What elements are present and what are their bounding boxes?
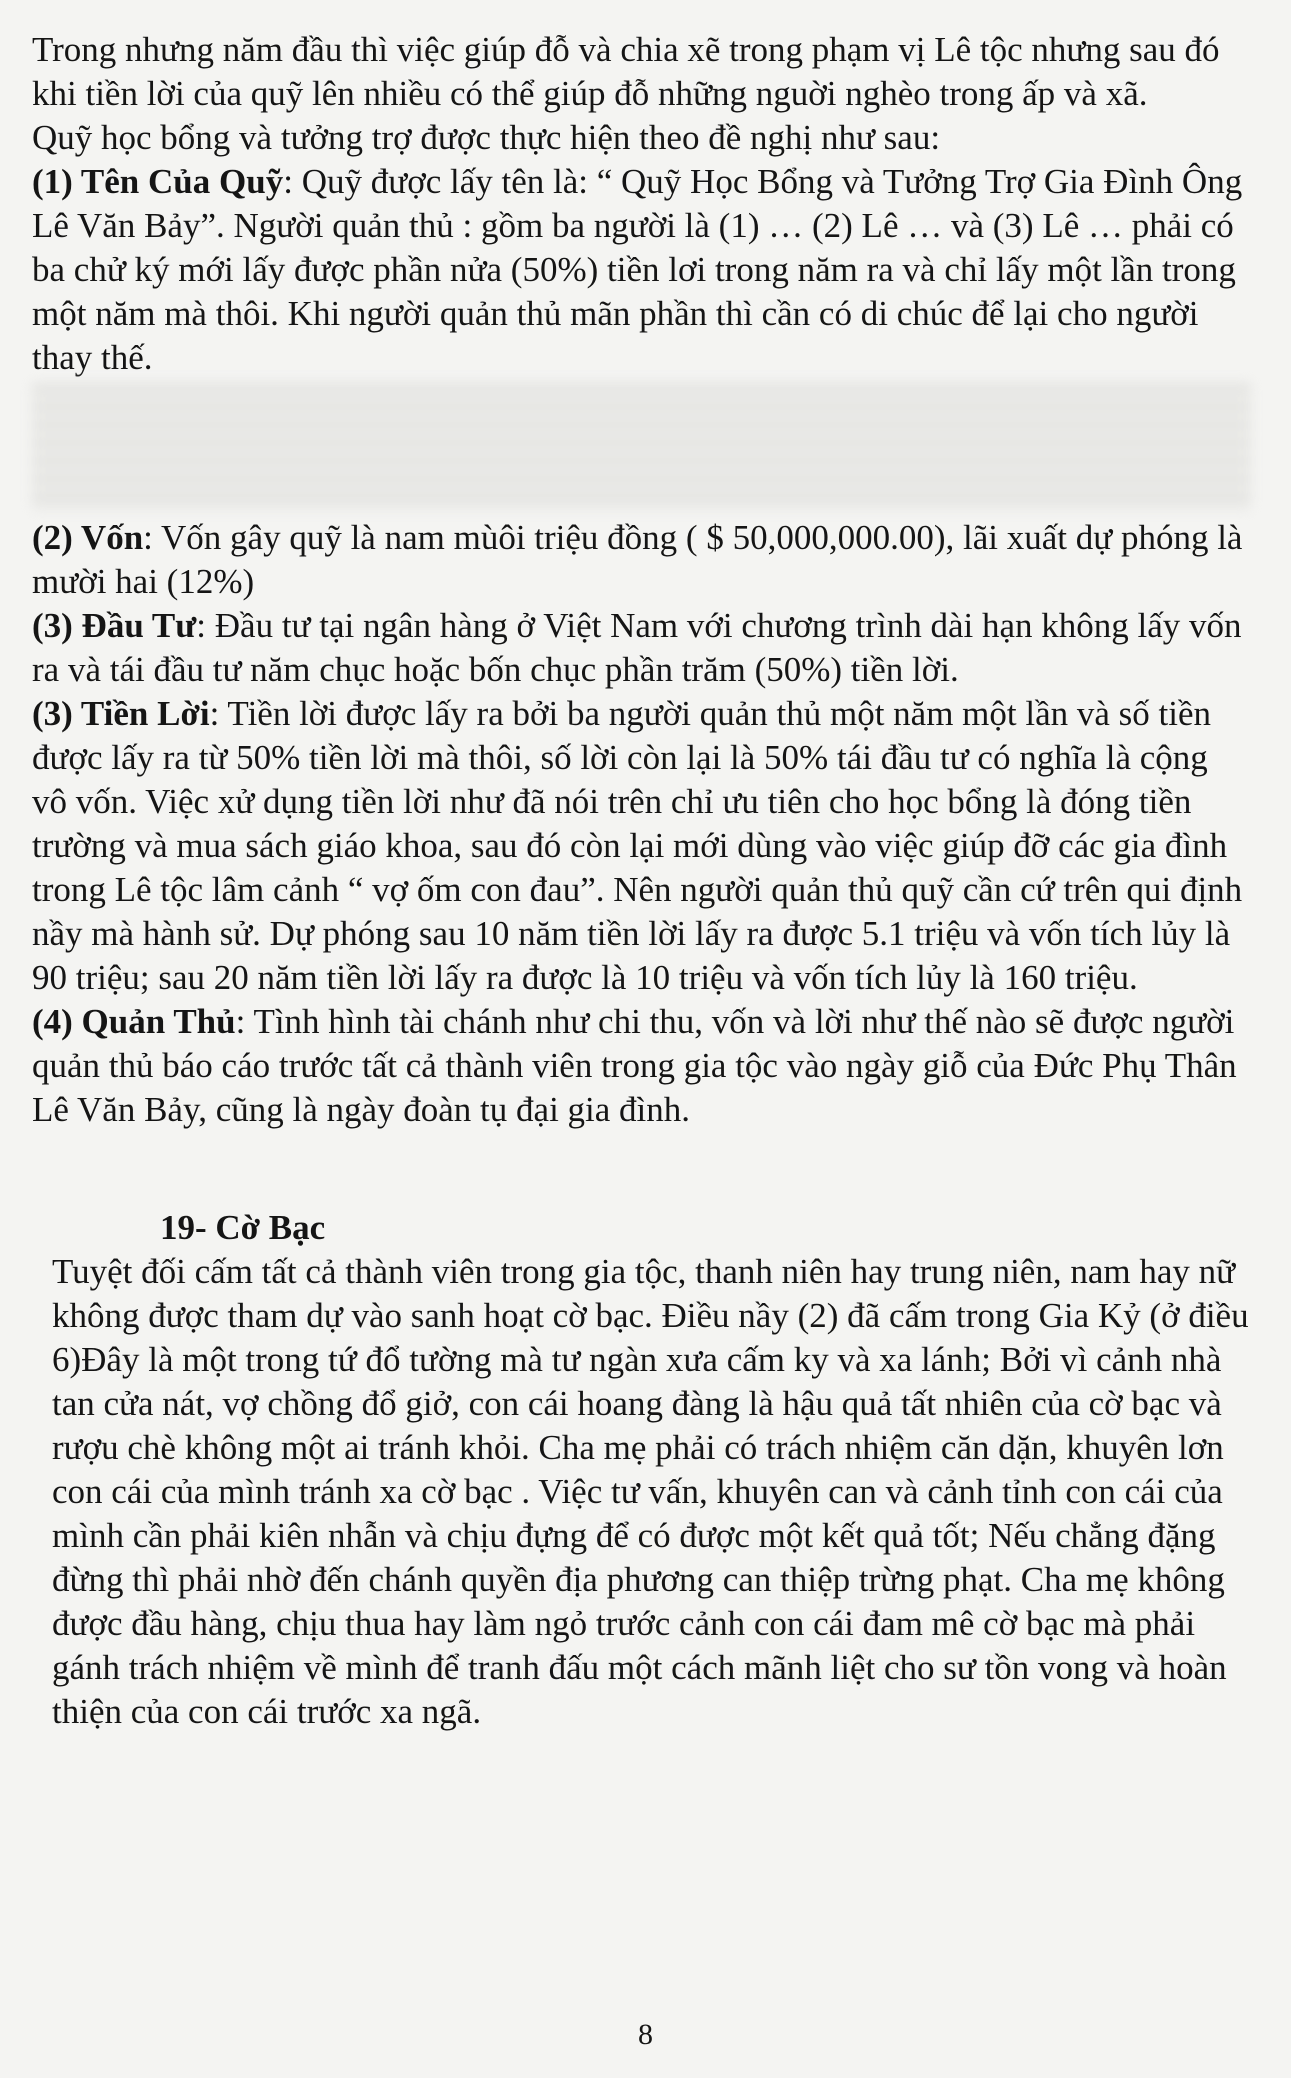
item-investment [32,604,1251,692]
item-label: (1) Tên Của Quỹ [32,162,284,201]
item-text: : Quỹ được lấy tên là: “ Quỹ Học Bổng và Tưởng Trợ Gia Đình Ông Lê Văn Bảy”. Người quản thủ : gồm ba người là (1) … (2) Lê … và (3) Lê … phải có ba chử ký mới lấy được phần nửa (50%) tiền lơi trong năm ra và chỉ lấy một lần trong một năm mà thôi. Khi người quản thủ mãn phần thì cần có di chúc để lại cho người thay thế. [32,162,1243,377]
redacted-block [32,382,1251,510]
item-fund-name [32,160,1251,380]
item-capital [32,516,1251,604]
section-19-body: Tuyệt đối cấm tất cả thành viên trong gia tộc, thanh niên hay trung niên, nam hay nữ không được tham dự vào sanh hoạt cờ bạc. Điều nầy (2) đã cấm trong Gia Kỷ (ở điều 6)Đây là một trong tứ đổ tường mà tư ngàn xưa cấm ky và xa lánh; Bởi vì cảnh nhà tan cửa nát, vợ chồng đổ giở, con cái hoang đàng là hậu quả tất nhiên của cờ bạc và rượu chè không một ai tránh khỏi. Cha mẹ phải có trách nhiệm căn dặn, khuyên lơn con cái của mình tránh xa cờ bạc . Việc tư vấn, khuyên can và cảnh tỉnh con cái của mình cần phải kiên nhẫn và chịu đựng để có được một kết quả tốt; Nếu chẳng đặng đừng thì phải nhờ đến chánh quyền địa phương can thiệp trừng phạt. Cha mẹ không được đầu hàng, chịu thua hay làm ngỏ trước cảnh con cái đam mê cờ bạc mà phải gánh trách nhiệm về mình để tranh đấu một cách mãnh liệt cho sư tồn vong và hoàn thiện của con cái trước xa ngã. [52,1252,1249,1731]
item-management [32,1000,1251,1132]
item-label: (2) Vốn [32,518,144,557]
item-label: (3) Đầu Tư [32,606,197,645]
item-text: : Tình hình tài chánh như chi thu, vốn và lời như thế nào sẽ được người quản thủ báo cáo trước tất cả thành viên trong gia tộc vào ngày giỗ của Đức Phụ Thân Lê Văn Bảy, cũng là ngày đoàn tụ đại gia đình. [32,1002,1237,1129]
intro-paragraph: Trong nhưng năm đầu thì việc giúp đỗ và chia xẽ trong phạm vị Lê tộc nhưng sau đó khi tiền lời của quỹ lên nhiều có thể giúp đỗ những nguời nghèo trong ấp và xã. [32,30,1220,113]
item-label: (3) Tiền Lời [32,694,210,733]
item-interest [32,692,1251,1000]
item-label: (4) Quản Thủ [32,1002,236,1041]
item-text: : Vốn gây quỹ là nam mùôi triệu đồng ( $ 50,000,000.00), lãi xuất dự phóng là mười hai (12%) [32,518,1243,601]
section-19-heading: 19- Cờ Bạc [160,1208,326,1247]
page-number: 8 [638,2018,653,2051]
fund-items [32,160,1251,1132]
intro-lead: Quỹ học bổng và tưởng trợ được thực hiện theo đề nghị như sau: [32,118,941,157]
item-text: : Đầu tư tại ngân hàng ở Việt Nam với chương trình dài hạn không lấy vốn ra và tái đầu tư năm chục hoặc bốn chục phần trăm (50%) tiền lời. [32,606,1242,689]
item-text: : Tiền lời được lấy ra bởi ba người quản thủ một năm một lần và số tiền được lấy ra từ 50% tiền lời mà thôi, số lời còn lại là 50% tái đầu tư có nghĩa là cộng vô vốn. Việc xử dụng tiền lời như đã nói trên chỉ ưu tiên cho học bổng là đóng tiền trường và mua sách giáo khoa, sau đó còn lại mới dùng vào việc giúp đỡ các gia đình trong Lê tộc lâm cảnh “ vợ ốm con đau”. Nên người quản thủ quỹ cần cứ trên qui định nầy mà hành sử. Dự phóng sau 10 năm tiền lời lấy ra được 5.1 triệu và vốn tích lủy là 90 triệu; sau 20 năm tiền lời lấy ra được là 10 triệu và vốn tích lủy là 160 triệu. [32,694,1243,997]
